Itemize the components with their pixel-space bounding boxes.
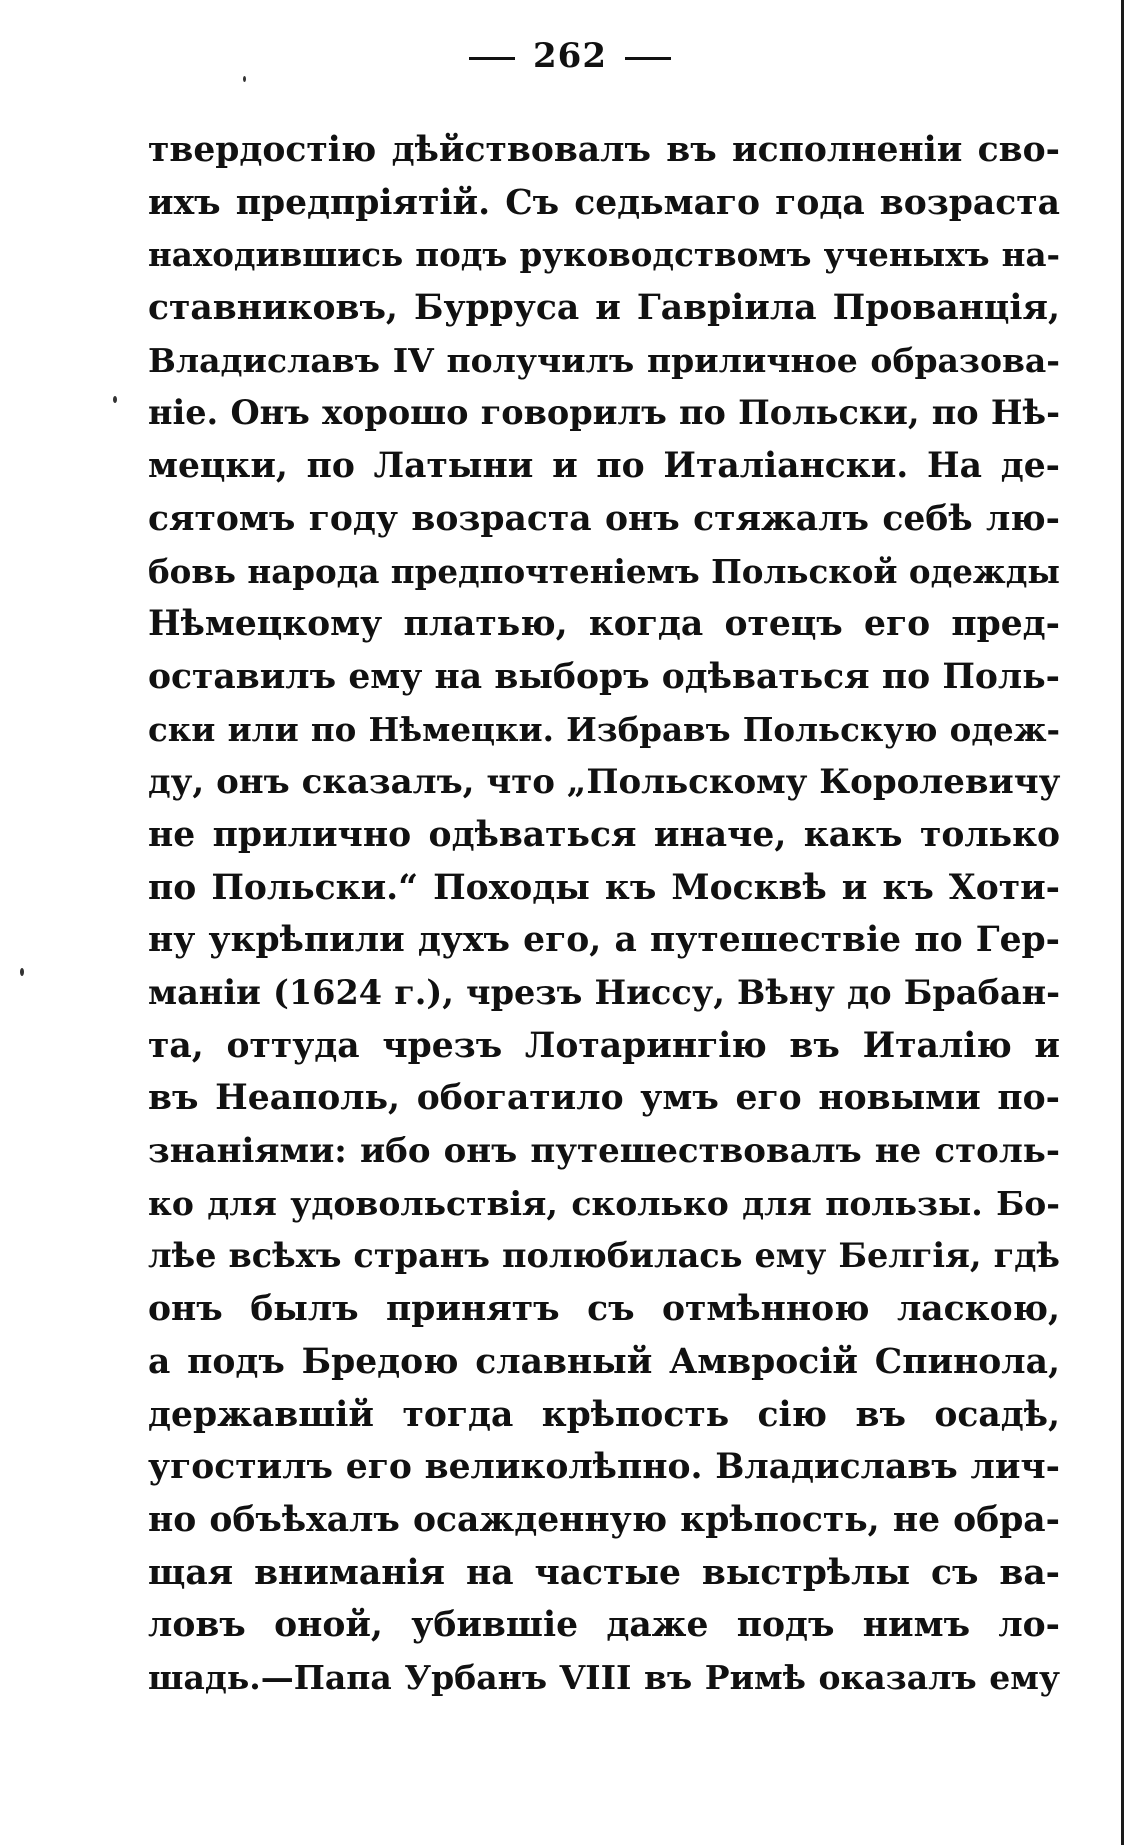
text-line: по Польски.“ Походы къ Москвѣ и къ Хоти- bbox=[148, 867, 1060, 908]
text-line: Нѣмецкому платью, когда отецъ его пред- bbox=[148, 604, 1060, 645]
text-line: мецки, по Латыни и по Италіански. На де- bbox=[148, 446, 1060, 487]
page-edge-rule bbox=[1121, 0, 1124, 1845]
print-speck bbox=[20, 968, 24, 976]
text-line: ну укрѣпили духъ его, а путешествіе по Гер- bbox=[148, 920, 1060, 961]
text-line: лѣе всѣхъ странъ полюбилась ему Белгія, гдѣ bbox=[148, 1236, 1060, 1276]
print-speck bbox=[113, 396, 117, 403]
running-head-left-dash bbox=[469, 57, 515, 60]
text-line: оставилъ ему на выборъ одѣваться по Поль- bbox=[148, 656, 1060, 697]
text-line: ски или по Нѣмецки. Избравъ Польскую одеж- bbox=[148, 709, 1060, 749]
text-line: не прилично одѣваться иначе, какъ только bbox=[148, 814, 1060, 855]
text-line: угостилъ его великолѣпно. Владиславъ лич- bbox=[148, 1447, 1060, 1488]
text-line: щая вниманія на частые выстрѣлы съ ва- bbox=[148, 1552, 1060, 1593]
text-line: знаніями: ибо онъ путешествовалъ не столь- bbox=[148, 1131, 1060, 1172]
text-line: находившись подъ руководствомъ ученыхъ на- bbox=[148, 235, 1060, 275]
text-line: онъ былъ принятъ съ отмѣнною ласкою, bbox=[148, 1289, 1060, 1330]
text-line: державшій тогда крѣпость сію въ осадѣ, bbox=[148, 1394, 1060, 1435]
text-line: бовь народа предпочтеніемъ Польской одежды bbox=[148, 551, 1060, 591]
running-head-right-dash bbox=[625, 57, 671, 60]
text-line: шадь.—Папа Урбанъ VIII въ Римѣ оказалъ ему bbox=[148, 1657, 1060, 1697]
text-line: а подъ Бредою славный Амвросій Спинола, bbox=[148, 1341, 1060, 1382]
text-line: Владиславъ IV получилъ приличное образова- bbox=[148, 340, 1060, 380]
text-line: ихъ предпріятій. Съ седьмаго года возраста bbox=[148, 182, 1060, 223]
text-line: но объѣхалъ осажденную крѣпость, не обра- bbox=[148, 1499, 1060, 1540]
print-speck bbox=[243, 76, 246, 82]
body-text bbox=[148, 124, 1060, 1705]
text-line: та, оттуда чрезъ Лотарингію въ Италію и bbox=[148, 1025, 1060, 1066]
running-head bbox=[0, 36, 1140, 76]
text-line: ставниковъ, Бурруса и Гавріила Прованція, bbox=[148, 288, 1060, 329]
text-line: въ Неаполь, обогатило умъ его новыми по- bbox=[148, 1078, 1060, 1119]
text-line: ко для удовольствія, сколько для пользы. Бо- bbox=[148, 1183, 1060, 1223]
text-line: сятомъ году возраста онъ стяжалъ себѣ лю- bbox=[148, 498, 1060, 539]
text-line: ду, онъ сказалъ, что „Польскому Королевичу bbox=[148, 762, 1061, 803]
text-line: ніе. Онъ хорошо говорилъ по Польски, по Нѣ- bbox=[148, 393, 1060, 433]
page-number: 262 bbox=[533, 36, 607, 76]
text-line: твердостію дѣйствовалъ въ исполненіи сво- bbox=[148, 130, 1060, 170]
text-line: маніи (1624 г.), чрезъ Ниссу, Вѣну до Брабан- bbox=[148, 973, 1060, 1012]
text-line: ловъ оной, убившіе даже подъ нимъ ло- bbox=[148, 1605, 1060, 1646]
